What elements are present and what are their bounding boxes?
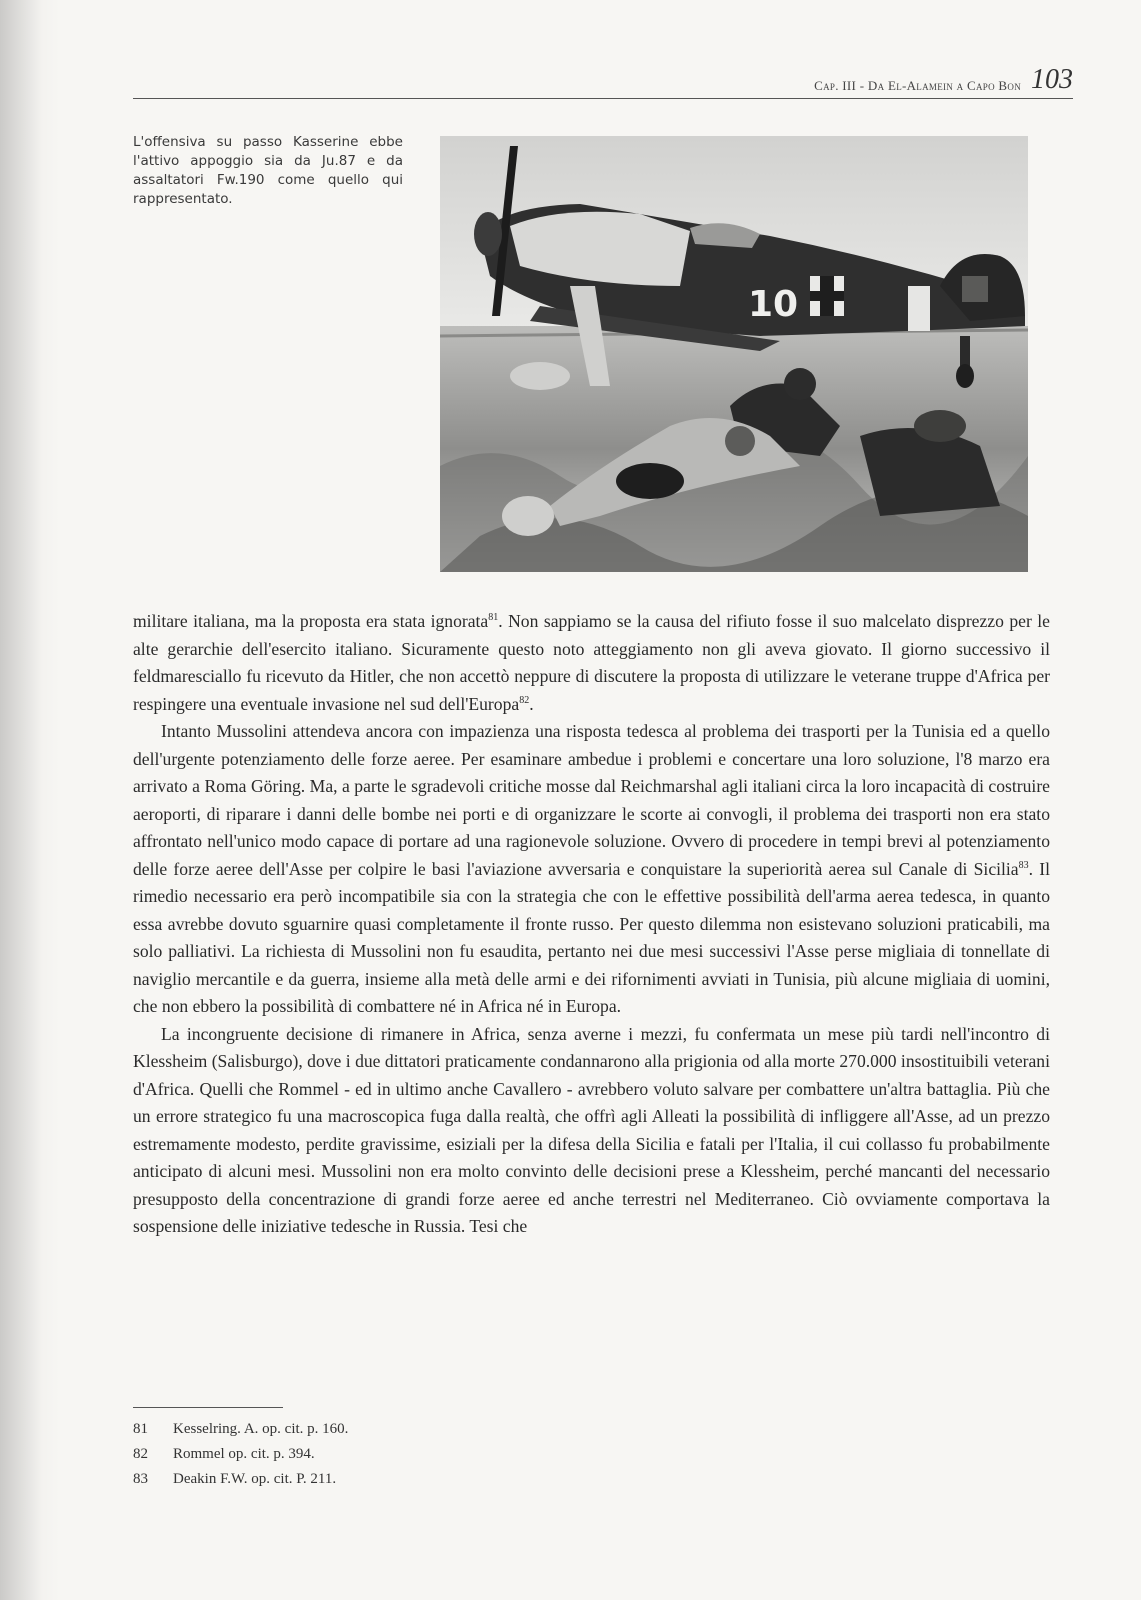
paragraph-1: militare italiana, ma la proposta era stata ignorata$^{81}$. Non sappiamo se la causa del rifiuto fosse il suo malcelato disprezzo per le alte gerarchie dell'esercito italiano. Sicuramente questo noto atteggiamento non gli aveva giovato. Il giorno successivo il feldmaresciallo fu ricevuto da Hitler, che non accettò neppure di discutere la proposta di utilizzare le veterane truppe d'Africa per respingere una eventuale invasione nel sud dell'Europa$^{82}$. [133,611,1050,714]
footnote-number: 82 [133,1446,148,1462]
running-head: Cap. III - Da El-Alamein a Capo Bon [814,78,1021,93]
footnote [133,1417,733,1442]
footnote-divider [133,1407,283,1408]
footnote-ref-83: 83 [1018,859,1029,871]
page-gutter-shadow [0,0,60,1600]
footnote-text: Kesselring. A. op. cit. p. 160. [173,1421,349,1437]
page-header [133,66,1073,99]
aircraft-photo [440,136,1028,572]
page-number: 103 [1031,64,1073,95]
footnote-ref-81: 81 [488,612,499,624]
footnote-text: Rommel op. cit. p. 394. [173,1446,315,1462]
body-text [133,608,1050,1241]
footnote-number: 81 [133,1421,148,1437]
footnotes [133,1417,733,1492]
footnote [133,1467,733,1492]
fuselage-code: 10 [748,284,799,325]
footnote [133,1442,733,1467]
photo-caption: L'offensiva su passo Kasserine ebbe l'attivo appoggio sia da Ju.87 e da assaltatori Fw.190 come quello qui rappresentato. [133,134,403,207]
footnote-ref-82: 82 [519,694,530,706]
paragraph-3: La incongruente decisione di rimanere in Africa, senza averne i mezzi, fu confermata un mese più tardi nell'incontro di Klessheim (Salisburgo), dove i due dittatori praticamente condannarono alla prigionia od alla morte 270.000 insostituibili veterani d'Africa. Quelli che Rommel - ed in ultimo anche Cavallero - avrebbero voluto salvare per combattere un'altra battaglia. Più che un errore strategico fu una macroscopica fuga dalla realtà, che offrì agli Alleati la possibilità di infliggere all'Asse, ad un prezzo estremamente modesto, perdite gravissime, esiziali per la difesa della Sicilia e fatali per l'Italia, il cui collasso fu probabilmente anticipato di alcuni mesi. Mussolini non era molto convinto delle decisioni prese a Klessheim, perché mancanti del necessario presupposto della concentrazione di grandi forze aeree ed anche terrestri nel Mediterraneo. Ciò ovviamente comportava la sospensione delle iniziative tedesche in Russia. Tesi che [133,1023,1050,1236]
footnote-number: 83 [133,1471,148,1487]
footnote-text: Deakin F.W. op. cit. P. 211. [173,1471,337,1487]
paragraph-2: Intanto Mussolini attendeva ancora con impazienza una risposta tedesca al problema dei trasporti per la Tunisia ed a quello dell'urgente potenziamento delle forze aeree. Per esaminare ambedue i problemi e concertare una loro soluzione, l'8 marzo era arrivato a Roma Göring. Ma, a parte le sgradevoli critiche mosse dal Reichmarshal agli italiani circa la loro incapacità di costruire aeroporti, di riparare i danni delle bombe nei porti e di organizzare le scorte ai convogli, il problema dei trasporti non era stato affrontato nell'unico modo capace di portare ad una ragionevole soluzione. Ovvero di procedere in tempi brevi al potenziamento delle forze aeree dell'Asse per colpire le basi l'aviazione avversaria e conquistare la superiorità aerea sul Canale di Sicilia$^{83}$. Il rimedio necessario era però incompatibile sia con la strategia che con le effettive possibilità dell'arma aerea tedesca, in quanto essa avrebbe dovuto sguarnire quasi completamente il fronte russo. Per questo dilemma non esistevano soluzioni praticabili, ma solo palliativi. La richiesta di Mussolini non fu esaudita, pertanto nei due mesi successivi l'Asse perse migliaia di tonnellate di naviglio mercantile e da guerra, insieme alla metà delle armi e dei rifornimenti avviati in Tunisia, più alcune migliaia di uomini, che non ebbero la possibilità di combattere né in Africa né in Europa. [133,721,1050,1016]
